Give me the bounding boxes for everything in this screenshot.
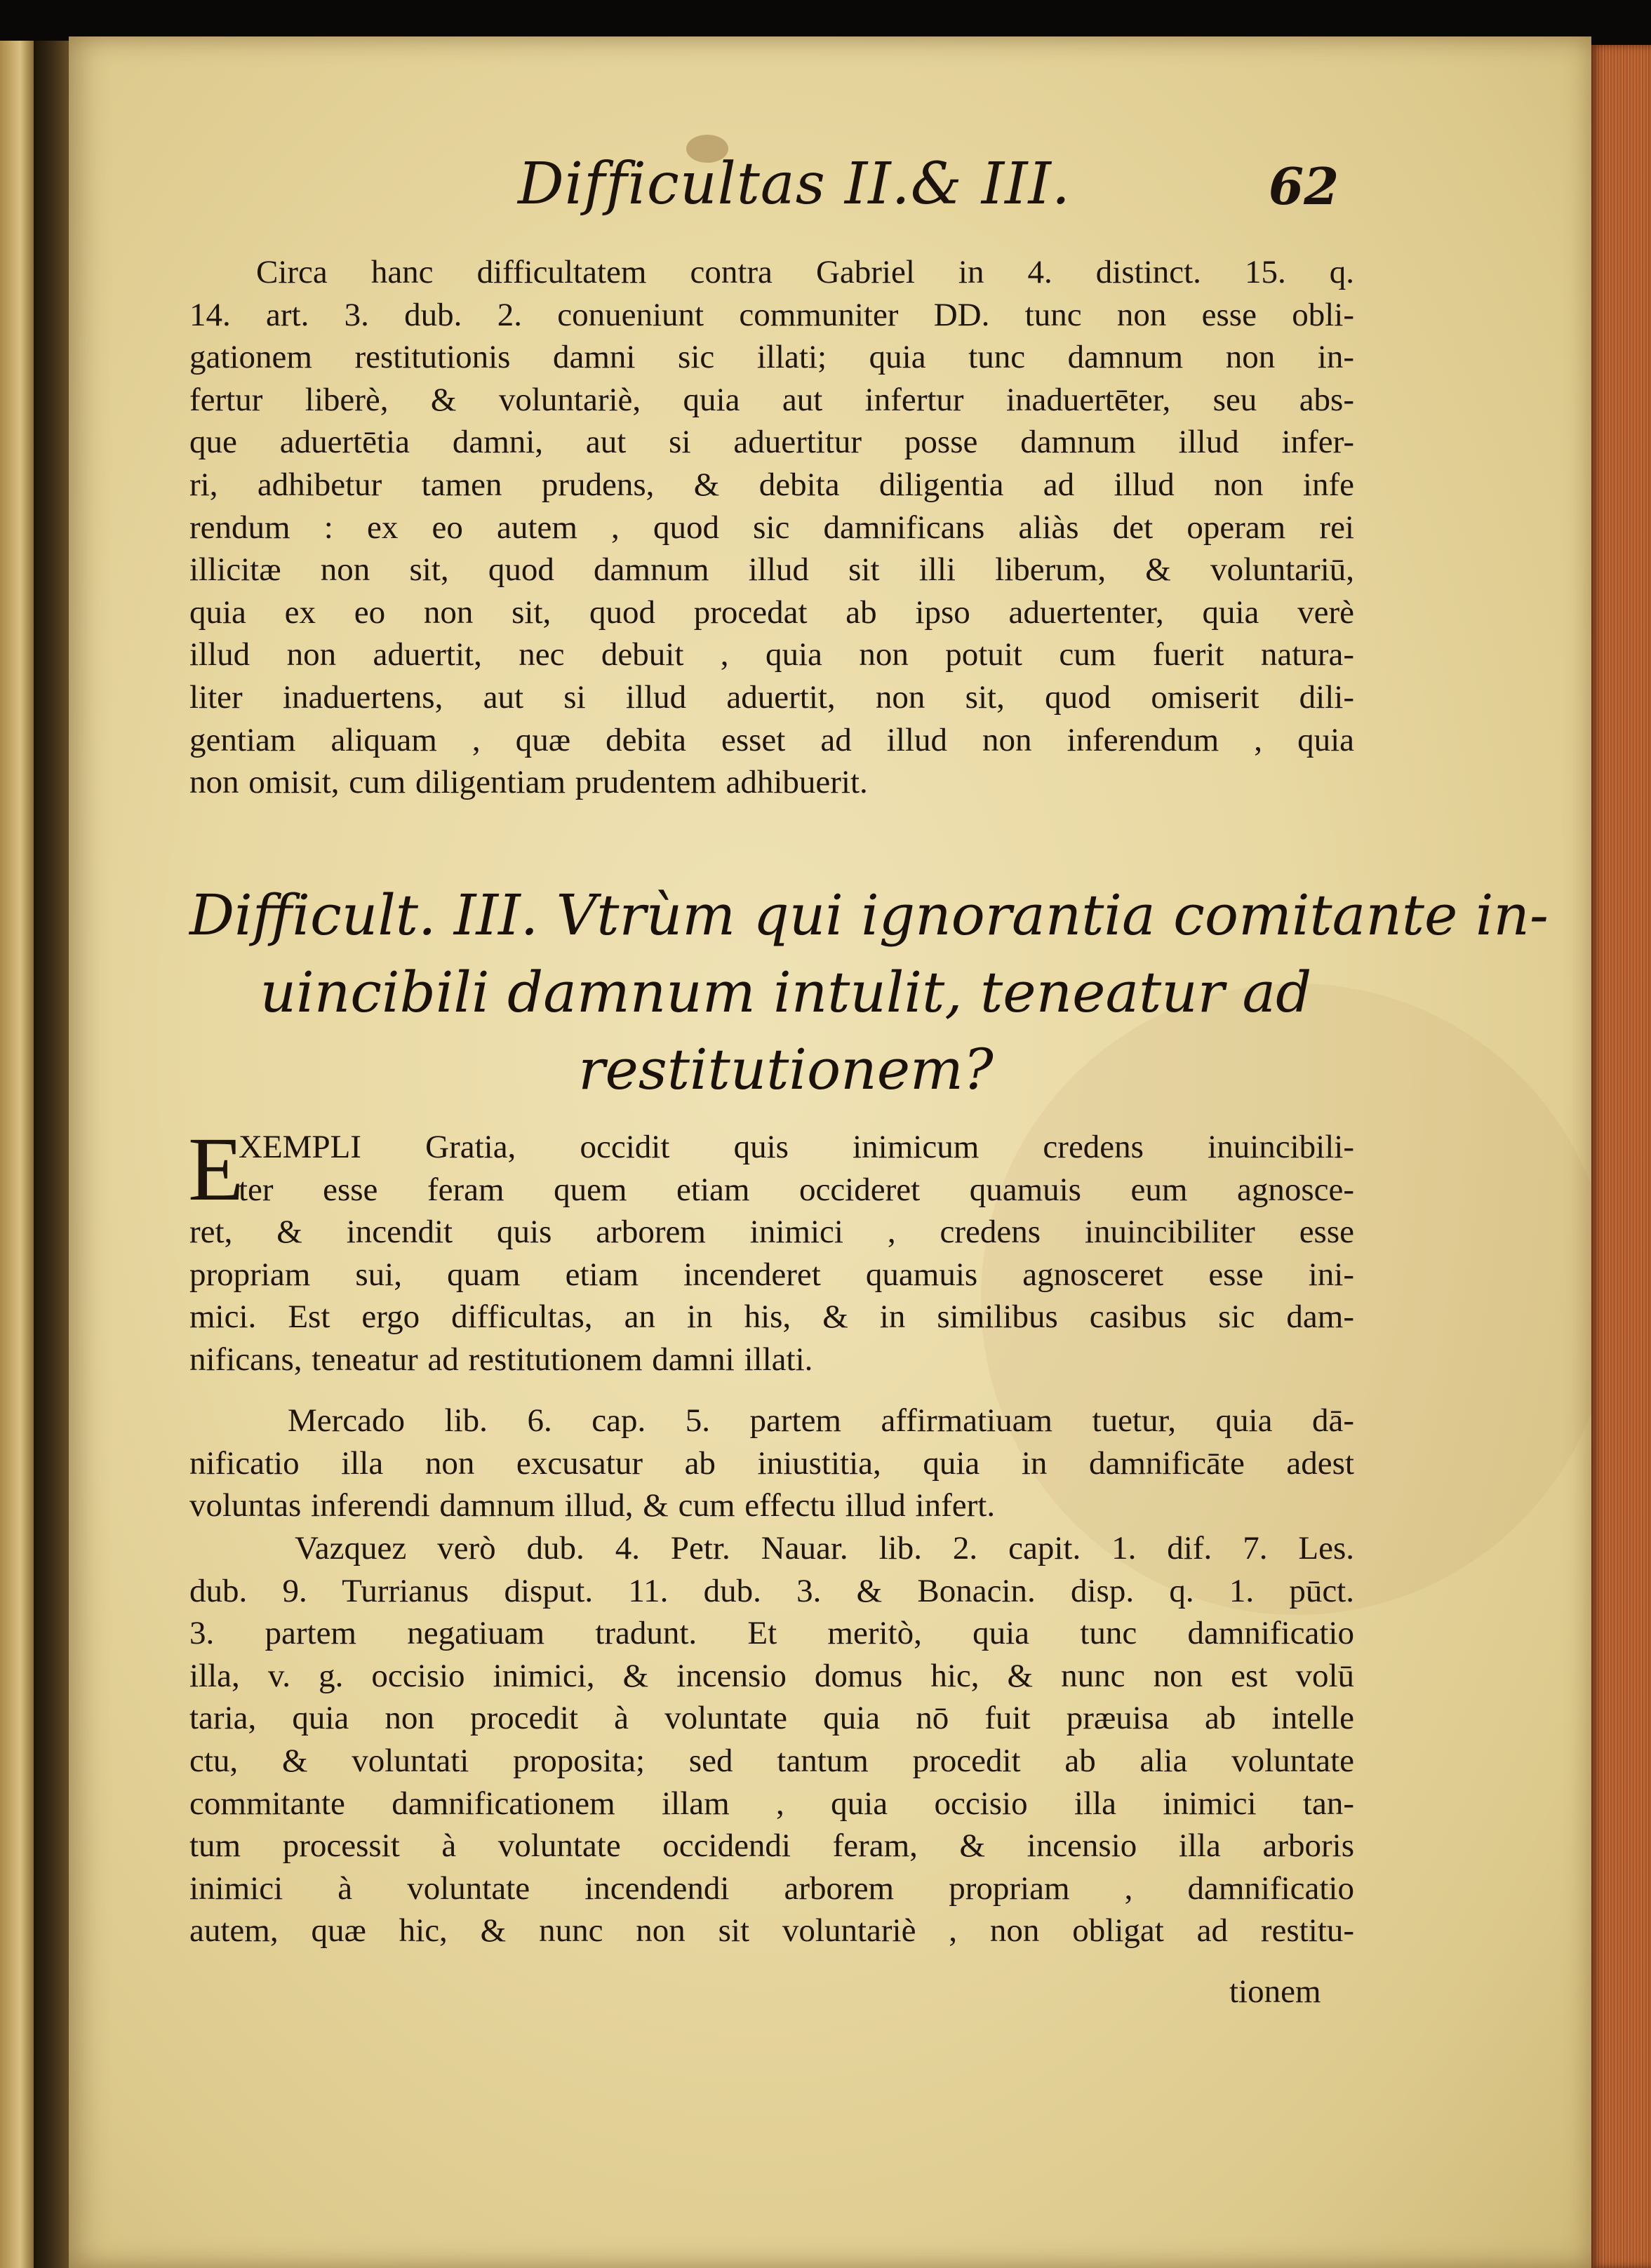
text-line: XEMPLI Gratia, occidit quis inimicum credens inuincibili- <box>239 1129 1354 1165</box>
text-line: taria, quia non procedit à voluntate quia nō fuit præuisa ab intelle <box>189 1700 1354 1737</box>
text-line: liter inaduertens, aut si illud aduertit, non sit, quod omiserit dili- <box>189 678 1354 716</box>
text-line: autem, quæ hic, & nunc non sit voluntariè , non obligat ad restitu- <box>189 1912 1354 1950</box>
text-line: tum processit à voluntate occidendi feram, & incensio illa arboris <box>189 1827 1354 1865</box>
text-line: gentiam aliquam , quæ debita esset ad illud non inferendum , quia <box>189 721 1354 758</box>
paragraph-3 <box>189 1400 1354 1527</box>
facing-page-edge <box>0 41 34 2268</box>
text-line: 3. partem negatiuam tradunt. Et meritò, quia tunc damnificatio <box>189 1615 1354 1652</box>
text-line: nificans, teneatur ad restitutionem damni illati. <box>189 1341 813 1378</box>
paragraph-1 <box>189 251 1354 804</box>
fore-edge-red <box>1591 45 1651 2268</box>
drop-cap-initial: E <box>188 1119 244 1220</box>
heading-line: Difficult. III. Vtrùm qui ignorantia comitante in- <box>189 883 1549 948</box>
text-line: nificatio illa non excusatur ab iniustitia, quia in damnificāte adest <box>189 1444 1354 1482</box>
text-line: gationem restitutionis damni sic illati; quia tunc damnum non in- <box>189 339 1354 376</box>
text-line: illa, v. g. occisio inimici, & incensio domus hic, & nunc non est volū <box>189 1657 1354 1694</box>
page-header <box>69 151 1591 235</box>
text-line: que aduertētia damni, aut si aduertitur posse damnum illud infer- <box>189 424 1354 461</box>
text-line: dub. 9. Turrianus disput. 11. dub. 3. & Bonacin. disp. q. 1. pūct. <box>189 1572 1354 1609</box>
text-line: propriam sui, quam etiam incenderet quamuis agnosceret esse ini- <box>189 1256 1354 1293</box>
text-line: non omisit, cum diligentiam prudentem adhibuerit. <box>189 764 868 801</box>
text-line: Mercado lib. 6. cap. 5. partem affirmatiuam tuetur, quia dā- <box>288 1402 1354 1439</box>
page-number: 62 <box>1269 156 1339 216</box>
heading-line: restitutionem? <box>578 1037 994 1102</box>
text-line: quia ex eo non sit, quod procedat ab ipso aduertenter, quia verè <box>189 593 1354 631</box>
text-line: ri, adhibetur tamen prudens, & debita diligentia ad illud non infe <box>189 466 1354 503</box>
text-line: Vazquez verò dub. 4. Petr. Nauar. lib. 2. capit. 1. dif. 7. Les. <box>295 1530 1354 1566</box>
text-line: commitante damnificationem illam , quia occisio illa inimici tan- <box>189 1785 1354 1822</box>
text-line: voluntas inferendi damnum illud, & cum effectu illud infert. <box>189 1487 996 1524</box>
text-line: illud non aduertit, nec debuit , quia non potuit cum fuerit natura- <box>189 636 1354 673</box>
text-line: Circa hanc difficultatem contra Gabriel in 4. distinct. 15. q. <box>256 254 1354 290</box>
section-heading <box>189 877 1549 1108</box>
text-line: fertur liberè, & voluntariè, quia aut infertur inaduertēter, seu abs- <box>189 381 1354 418</box>
text-line: inimici à voluntate incendendi arborem propriam , damnificatio <box>189 1870 1354 1907</box>
text-line: 14. art. 3. dub. 2. conueniunt communiter DD. tunc non esse obli- <box>189 296 1354 333</box>
book-gutter <box>34 41 73 2268</box>
text-line: illicitæ non sit, quod damnum illud sit illi liberum, & voluntariū, <box>189 551 1354 589</box>
text-line: ctu, & voluntati proposita; sed tantum procedit ab alia voluntate <box>189 1742 1354 1779</box>
text-line: rendum : ex eo autem , quod sic damnificans aliàs det operam rei <box>189 509 1354 546</box>
catchword: tionem <box>1229 1973 1321 2010</box>
running-title: Difficultas II.& III. <box>518 151 1071 217</box>
text-line: ter esse feram quem etiam occideret quamuis eum agnosce- <box>239 1171 1354 1208</box>
heading-line: uincibili damnum intulit, teneatur ad <box>260 960 1312 1025</box>
text-line: mici. Est ergo difficultas, an in his, & in similibus casibus sic dam- <box>189 1299 1354 1336</box>
paragraph-2 <box>188 1119 1354 1381</box>
paragraph-4 <box>189 1527 1354 1952</box>
text-line: ret, & incendit quis arborem inimici , credens inuincibiliter esse <box>189 1214 1354 1251</box>
